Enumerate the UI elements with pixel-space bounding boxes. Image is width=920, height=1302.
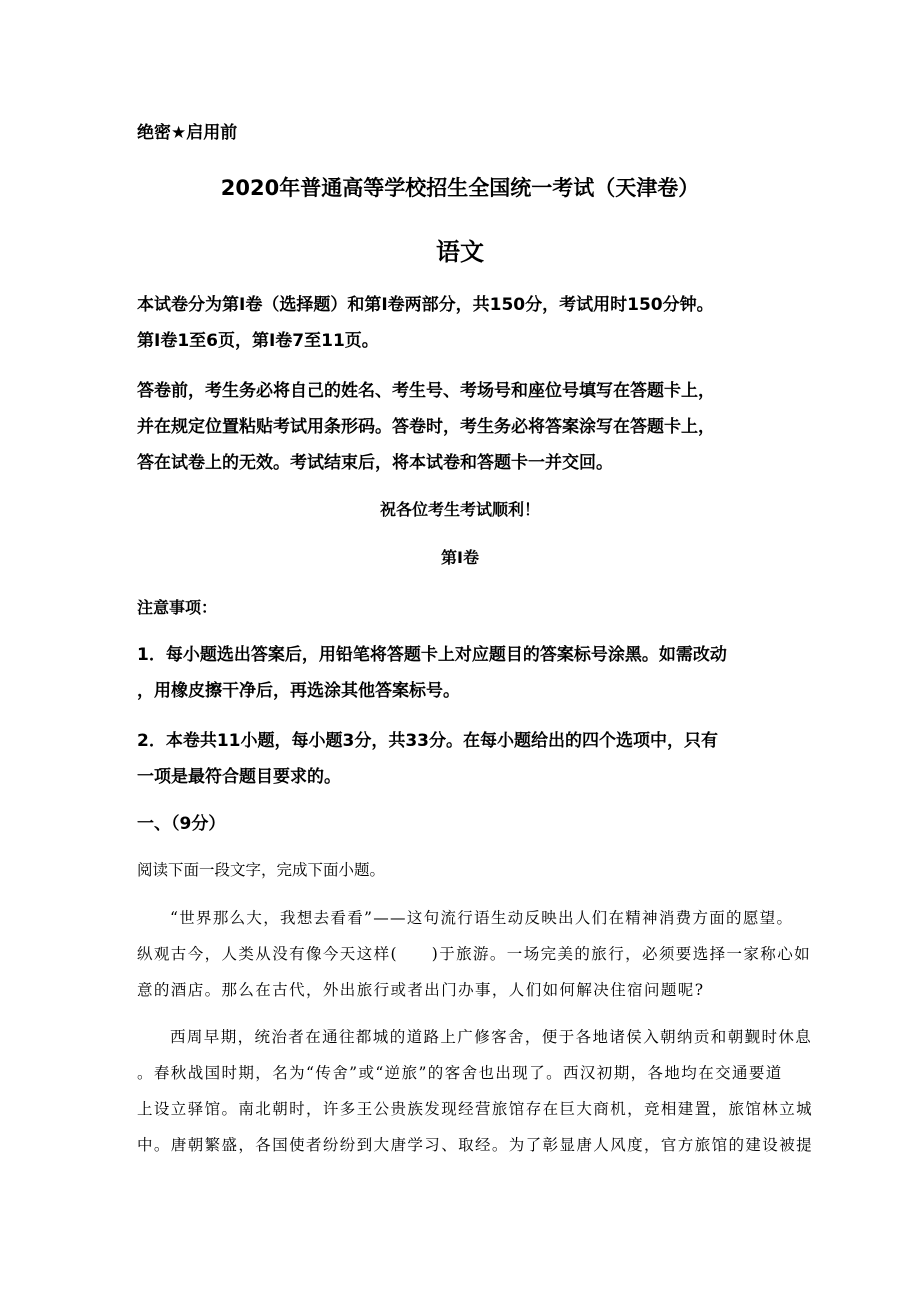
intro-line: 本试卷分为第Ⅰ卷（选择题）和第Ⅰ卷两部分，共150分，考试用时150分钟。 [137,295,714,315]
subject-title: 语文 [436,238,484,266]
passage-line: 。春秋战国时期，名为“传舍”或“逆旅”的客舍也出现了。西汉初期，各地均在交通要道 [137,1064,783,1082]
instruction-line: 答卷前，考生务必将自己的姓名、考生号、考场号和座位号填写在答题卡上， [137,381,715,401]
note-line: 1．每小题选出答案后，用铅笔将答题卡上对应题目的答案标号涂黑。如需改动 [137,645,727,665]
intro-line: 第Ⅰ卷1至6页，第Ⅰ卷7至11页。 [137,331,379,351]
passage-line: 上设立驿馆。南北朝时，许多王公贵族发现经营旅馆存在巨大商机，竞相建置，旅馆林立城 [137,1100,814,1118]
note-line: ，用橡皮擦干净后，再选涂其他答案标号。 [137,681,460,701]
passage-line: 中。唐朝繁盛，各国使者纷纷到大唐学习、取经。为了彰显唐人风度，官方旅馆的建设被提 [137,1136,814,1154]
instruction-line: 并在规定位置粘贴考试用条形码。答卷时，考生务必将答案涂写在答题卡上， [137,417,715,437]
passage-line: 意的酒店。那么在古代，外出旅行或者出门办事，人们如何解决住宿问题呢? [137,981,705,999]
confidential-label: 绝密★启用前 [137,123,238,143]
good-luck-wish: 祝各位考生考试顺利！ [379,500,540,519]
section-title: 一、（9分） [137,814,226,834]
exam-title: 2020年普通高等学校招生全国统一考试（天津卷） [220,176,700,200]
part-title: 第Ⅰ卷 [441,548,479,567]
notes-title: 注意事项： [137,598,218,617]
passage-line: 纵观古今，人类从没有像今天这样( )于旅游。一场完美的旅行，必须要选择一家称心如 [137,945,811,963]
passage-line: 西周早期，统治者在通往都城的道路上广修客舍，便于各地诸侯入朝纳贡和朝觐时休息 [170,1028,813,1046]
note-line: 2．本卷共11小题，每小题3分，共33分。在每小题给出的四个选项中，只有 [137,731,718,751]
note-line: 一项是最符合题目要求的。 [137,767,341,787]
passage-line: “世界那么大，我想去看看”——这句流行语生动反映出人们在精神消费方面的愿望。 [170,909,794,927]
reading-prompt: 阅读下面一段文字，完成下面小题。 [137,861,386,879]
instruction-line: 答在试卷上的无效。考试结束后，将本试卷和答题卡一并交回。 [137,453,613,473]
